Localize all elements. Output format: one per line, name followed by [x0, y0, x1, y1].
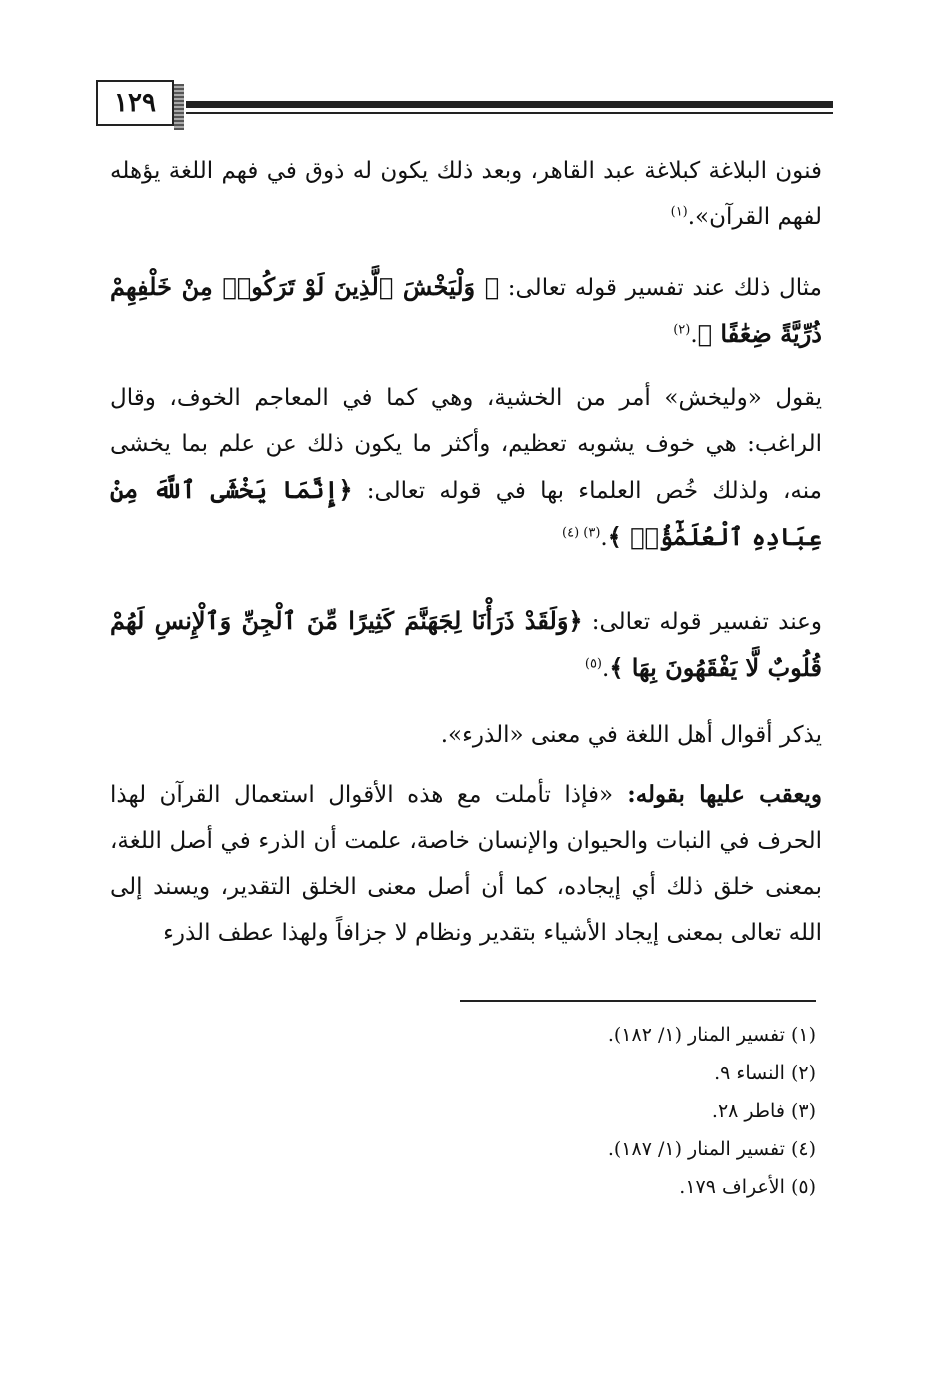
paragraph-3: يقول «وليخش» أمر من الخشية، وهي كما في المعاجم الخوف، وقال الراغب: هي خوف يشوبه تعظيم، وأكثر ما يكون ذلك عن علم بما يخشى منه، ولذلك خُص العلماء بها في قوله تعالى: ﴿إِنَّمَا يَخْشَى ٱللَّهَ مِنْ عِبَادِهِ ٱلْعُلَمَٰٓؤُا۟ ﴾.$^{(٣) (٤)}$ [110, 385, 822, 551]
footnote-ref-3-4: (٣) (٤) [562, 525, 601, 541]
header-rule-thick [186, 101, 833, 108]
footnote-3: (٣) فاطر ٢٨. [711, 1100, 816, 1122]
paragraph-6 [110, 772, 822, 956]
footnote-4: (٤) تفسير المنار (١/ ١٨٧). [607, 1138, 816, 1160]
footnote-1: (١) تفسير المنار (١/ ١٨٢). [607, 1024, 816, 1046]
page-number: ١٢٩ [96, 80, 174, 126]
page-number-shadow [174, 84, 184, 130]
footnotes [110, 1016, 816, 1206]
footnote-separator [460, 1000, 816, 1002]
quran-verse-araf: ﴿وَلَقَدْ ذَرَأْنَا لِجَهَنَّمَ كَثِيرًا مِّنَ ٱلْجِنِّ وَٱلْإِنسِ لَهُمْ قُلُوبٌ لَّا يَفْقَهُونَ بِهَا ﴾ [110, 606, 822, 682]
paragraph-4-text: وعند تفسير قوله تعالى: [582, 609, 823, 635]
footnote-ref-1: (١) [670, 204, 688, 220]
quran-verse-fatir: ﴿إِنَّمَا يَخْشَى ٱللَّهَ مِنْ عِبَادِهِ ٱلْعُلَمَٰٓؤُا۟ ﴾ [110, 475, 822, 551]
footnote-ref-2: (٢) [673, 322, 691, 338]
footnote-2: (٢) النساء ٩. [714, 1062, 816, 1084]
quran-verse-nisa: ﴿ وَلْيَخْشَ ٱلَّذِينَ لَوْ تَرَكُوا۟ مِنْ خَلْفِهِمْ ذُرِّيَّةً ضِعَٰفًا ﴾ [110, 272, 822, 348]
paragraph-4: وعند تفسير قوله تعالى: ﴿وَلَقَدْ ذَرَأْنَا لِجَهَنَّمَ كَثِيرًا مِّنَ ٱلْجِنِّ وَٱلْإِنسِ لَهُمْ قُلُوبٌ لَّا يَفْقَهُونَ بِهَا ﴾.$^{(٥)}$ [110, 606, 823, 682]
paragraph-1-text: فنون البلاغة كبلاغة عبد القاهر، وبعد ذلك يكون له ذوق في فهم اللغة يؤهله لفهم القرآن». [110, 158, 822, 230]
paragraph-6-lead: ويعقب عليها بقوله: [613, 781, 822, 808]
paragraph-2: مثال ذلك عند تفسير قوله تعالى: ﴿ وَلْيَخْشَ ٱلَّذِينَ لَوْ تَرَكُوا۟ مِنْ خَلْفِهِمْ ذُرِّيَّةً ضِعَٰفًا ﴾.$^{(٢)}$ [110, 272, 822, 348]
paragraph-1 [110, 148, 822, 240]
paragraph-5 [110, 712, 822, 758]
paragraph-5-text: يذكر أقوال أهل اللغة في معنى «الذرء». [440, 722, 822, 748]
header-rule-thin [186, 112, 833, 114]
footnote-ref-5: (٥) [584, 656, 602, 672]
paragraph-2-text: مثال ذلك عند تفسير قوله تعالى: [499, 275, 822, 301]
paragraph-3-text: يقول «وليخش» أمر من الخشية، وهي كما في المعاجم الخوف، وقال الراغب: هي خوف يشوبه تعظيم، وأكثر ما يكون ذلك عن علم بما يخشى منه، ولذلك خُص العلماء بها في قوله تعالى: [110, 385, 822, 504]
footnote-5: (٥) الأعراف ١٧٩. [679, 1176, 816, 1198]
paragraph-6-text: «فإذا تأملت مع هذه الأقوال استعمال القرآن لهذا الحرف في النبات والحيوان والإنسان خاصة، علمت أن الذرء في أصل اللغة، بمعنى خلق ذلك أي إيجاده، كما أن أصل معنى الخلق التقدير، ويسند إلى الله تعالى بمعنى إيجاد الأشياء بتقدير ونظام لا جزافاً ولهذا عطف الذرء [110, 782, 822, 946]
